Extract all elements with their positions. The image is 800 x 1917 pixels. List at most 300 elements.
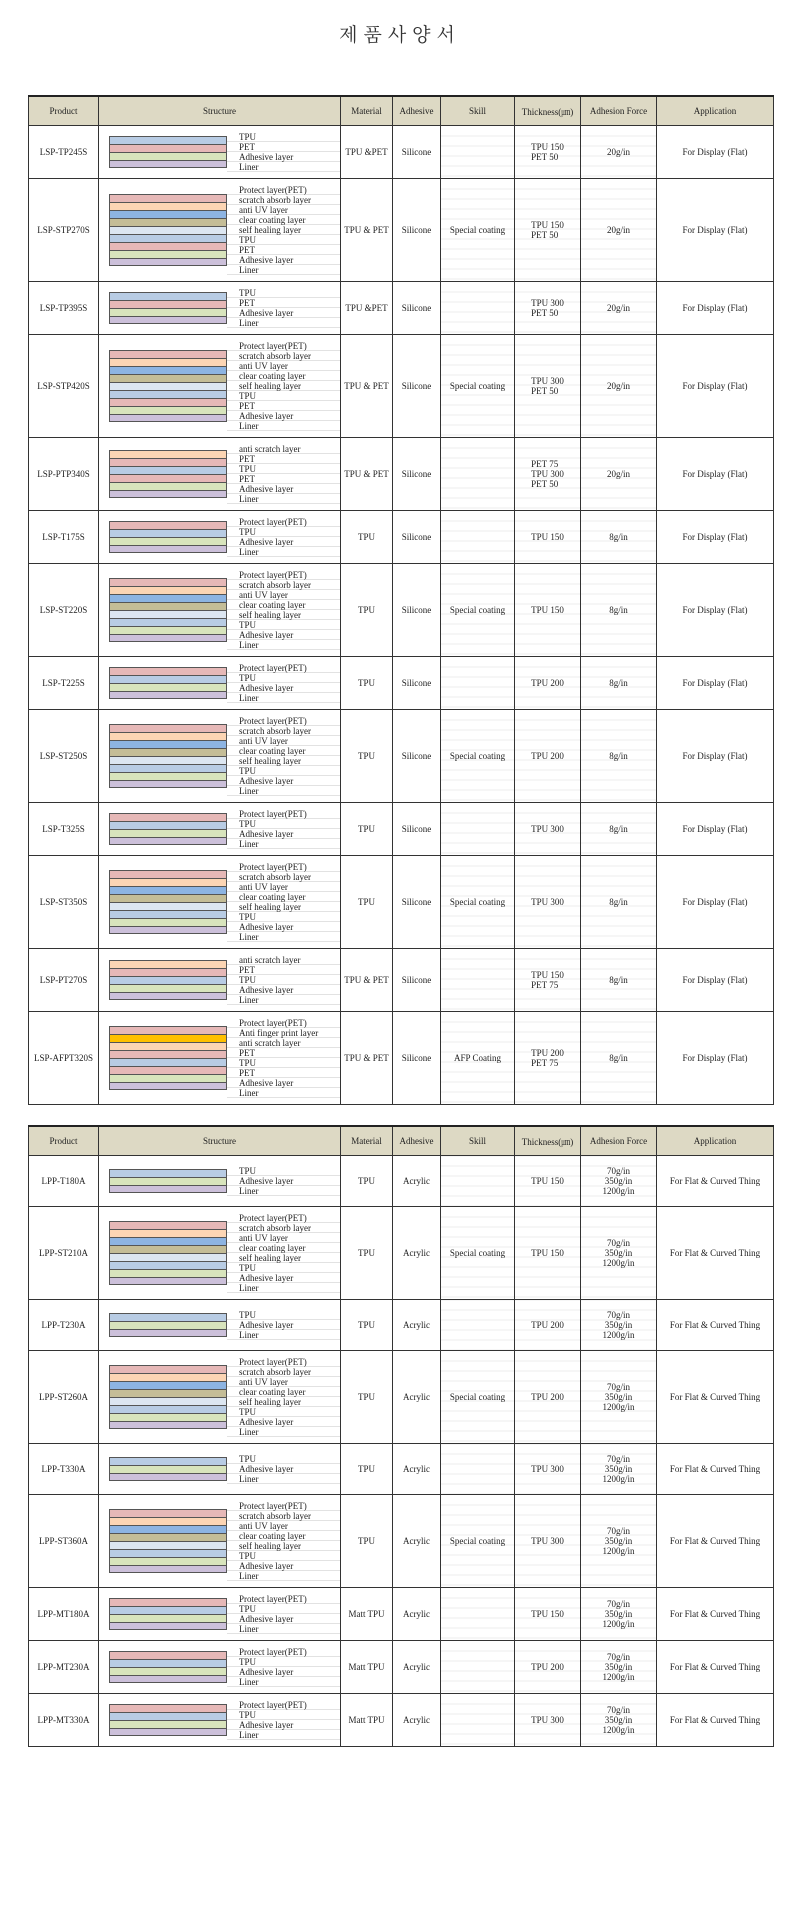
table-row [29, 438, 774, 511]
structure-cell [99, 1300, 341, 1351]
thickness-value: TPU 150 [531, 220, 564, 230]
layer-bar [109, 1253, 227, 1261]
layer-label: Liner [239, 547, 259, 557]
layer-label: PET [239, 454, 256, 464]
layer-label: Protect layer(PET) [239, 570, 307, 580]
adhesion-cell [581, 282, 657, 335]
layer-labels [227, 862, 340, 942]
material-cell: TPU [341, 657, 393, 710]
layer-bar [109, 406, 227, 414]
adhesion-value: 1200g/in [602, 1402, 635, 1412]
layer-label: anti UV layer [239, 590, 288, 600]
adhesive-cell: Silicone [393, 564, 441, 657]
application-cell: For Flat & Curved Thing [657, 1641, 774, 1694]
table-row [29, 511, 774, 564]
layer-diagram [109, 1365, 227, 1429]
layer-diagram [109, 136, 227, 168]
layer-label: PET [239, 401, 256, 411]
adhesion-cell [581, 438, 657, 511]
adhesion-value: 350g/in [604, 1464, 633, 1474]
skill-cell [441, 1694, 515, 1747]
layer-diagram [109, 1704, 227, 1736]
layer-label: Liner [239, 1730, 259, 1740]
layer-bar [109, 234, 227, 242]
header-row [29, 96, 774, 126]
layer-label: Liner [239, 640, 259, 650]
adhesion-value: 350g/in [604, 1176, 633, 1186]
adhesive-cell: Silicone [393, 179, 441, 282]
layer-label: TPU [239, 1166, 257, 1176]
layer-label: Adhesive layer [239, 985, 294, 995]
skill-cell: Special coating [441, 710, 515, 803]
product-cell: LSP-T325S [29, 803, 99, 856]
layer-label: TPU [239, 1058, 257, 1068]
application-cell: For Flat & Curved Thing [657, 1495, 774, 1588]
layer-label: Liner [239, 1624, 259, 1634]
adhesion-cell [581, 335, 657, 438]
application-cell: For Display (Flat) [657, 438, 774, 511]
adhesive-cell: Acrylic [393, 1156, 441, 1207]
adhesion-value: 350g/in [604, 1715, 633, 1725]
thickness-values [531, 142, 564, 162]
adhesive-cell: Acrylic [393, 1444, 441, 1495]
layer-bar [109, 1389, 227, 1397]
skill-cell: Special coating [441, 179, 515, 282]
skill-cell [441, 803, 515, 856]
layer-bar [109, 1074, 227, 1082]
column-header: Adhesive [393, 1126, 441, 1156]
thickness-value: TPU 150 [531, 605, 564, 615]
application-cell: For Display (Flat) [657, 803, 774, 856]
layer-label: Anti finger print layer [239, 1028, 319, 1038]
thickness-cell [515, 1588, 581, 1641]
layer-bar [109, 870, 227, 878]
layer-bar [109, 458, 227, 466]
thickness-value: TPU 150 [531, 1176, 564, 1186]
skill-cell: Special coating [441, 1207, 515, 1300]
layer-bar [109, 398, 227, 406]
layer-stack [99, 803, 340, 855]
layer-label: self healing layer [239, 225, 301, 235]
layer-label: anti UV layer [239, 736, 288, 746]
adhesion-value: 70g/in [606, 1526, 630, 1536]
adhesion-value: 8g/in [609, 975, 628, 985]
thickness-cell [515, 710, 581, 803]
material-cell: TPU [341, 1156, 393, 1207]
layer-stack [99, 1300, 340, 1350]
adhesion-value: 8g/in [609, 751, 628, 761]
structure-cell [99, 949, 341, 1012]
application-cell: For Display (Flat) [657, 710, 774, 803]
layer-bar [109, 1373, 227, 1381]
column-header: Material [341, 1126, 393, 1156]
layer-bar [109, 1525, 227, 1533]
layer-label: Protect layer(PET) [239, 1357, 307, 1367]
product-cell: LPP-ST210A [29, 1207, 99, 1300]
product-cell: LSP-T175S [29, 511, 99, 564]
layer-diagram [109, 1313, 227, 1337]
material-cell: TPU [341, 803, 393, 856]
layer-bar [109, 1675, 227, 1683]
layer-bar [109, 1704, 227, 1712]
thickness-values [531, 824, 564, 834]
layer-bar [109, 1541, 227, 1549]
layer-bar [109, 683, 227, 691]
layer-stack [99, 511, 340, 563]
layer-stack [99, 1694, 340, 1746]
adhesion-value: 20g/in [606, 225, 630, 235]
layer-labels [227, 955, 340, 1005]
layer-label: PET [239, 245, 256, 255]
adhesion-value: 8g/in [609, 532, 628, 542]
layer-stack [99, 1156, 340, 1206]
application-cell: For Display (Flat) [657, 335, 774, 438]
thickness-values [531, 1609, 564, 1619]
layer-label: TPU [239, 1604, 257, 1614]
column-header: Product [29, 1126, 99, 1156]
adhesive-cell: Silicone [393, 856, 441, 949]
skill-cell [441, 438, 515, 511]
product-cell: LSP-STP270S [29, 179, 99, 282]
layer-bar [109, 350, 227, 358]
adhesion-value: 1200g/in [602, 1330, 635, 1340]
layer-bar [109, 1667, 227, 1675]
layer-bar [109, 1651, 227, 1659]
layer-bar [109, 1313, 227, 1321]
layer-stack [99, 657, 340, 709]
layer-diagram [109, 960, 227, 1000]
layer-label: anti UV layer [239, 1377, 288, 1387]
thickness-value: PET 50 [531, 230, 559, 240]
layer-label: TPU [239, 1454, 257, 1464]
layer-label: PET [239, 1048, 256, 1058]
product-cell: LPP-T230A [29, 1300, 99, 1351]
layer-stack [99, 1444, 340, 1494]
layer-label: Adhesive layer [239, 1614, 294, 1624]
layer-labels [227, 1647, 340, 1687]
adhesion-value: 70g/in [606, 1454, 630, 1464]
adhesion-cell [581, 856, 657, 949]
adhesion-value: 8g/in [609, 605, 628, 615]
structure-cell [99, 856, 341, 949]
column-header: Material [341, 96, 393, 126]
table-row [29, 657, 774, 710]
table-row [29, 1351, 774, 1444]
table-row [29, 1207, 774, 1300]
adhesive-cell: Acrylic [393, 1351, 441, 1444]
product-cell: LPP-T180A [29, 1156, 99, 1207]
layer-label: Liner [239, 318, 259, 328]
layer-label: Protect layer(PET) [239, 809, 307, 819]
layer-label: Liner [239, 786, 259, 796]
adhesion-value: 8g/in [609, 1053, 628, 1063]
layer-diagram [109, 1598, 227, 1630]
layer-bar [109, 1169, 227, 1177]
thickness-values [531, 1392, 564, 1402]
layer-label: Liner [239, 1571, 259, 1581]
material-cell: TPU [341, 1444, 393, 1495]
layer-bar [109, 292, 227, 300]
material-cell: TPU [341, 856, 393, 949]
adhesive-cell: Acrylic [393, 1495, 441, 1588]
layer-label: clear coating layer [239, 600, 306, 610]
thickness-value: TPU 300 [531, 1536, 564, 1546]
layer-label: Liner [239, 932, 259, 942]
adhesive-cell: Acrylic [393, 1694, 441, 1747]
layer-bar [109, 1177, 227, 1185]
adhesion-value: 1200g/in [602, 1725, 635, 1735]
layer-bar [109, 1549, 227, 1557]
layer-label: clear coating layer [239, 371, 306, 381]
product-cell: LSP-PT270S [29, 949, 99, 1012]
layer-bar [109, 1565, 227, 1573]
layer-bar [109, 821, 227, 829]
material-cell: TPU [341, 710, 393, 803]
thickness-values [531, 1715, 564, 1725]
adhesion-value: 70g/in [606, 1652, 630, 1662]
layer-bar [109, 382, 227, 390]
layer-label: Adhesive layer [239, 1667, 294, 1677]
adhesion-value: 350g/in [604, 1392, 633, 1402]
layer-label: Protect layer(PET) [239, 185, 307, 195]
layer-bar [109, 358, 227, 366]
layer-bar [109, 300, 227, 308]
adhesion-value: 20g/in [606, 303, 630, 313]
layer-bar [109, 1261, 227, 1269]
thickness-cell [515, 1300, 581, 1351]
layer-stack [99, 1351, 340, 1443]
layer-bar [109, 1533, 227, 1541]
application-cell: For Flat & Curved Thing [657, 1207, 774, 1300]
thickness-values [531, 1320, 564, 1330]
adhesion-value: 70g/in [606, 1310, 630, 1320]
layer-bar [109, 1034, 227, 1042]
product-cell: LSP-PTP340S [29, 438, 99, 511]
layer-bar [109, 602, 227, 610]
layer-bar [109, 1720, 227, 1728]
layer-label: Protect layer(PET) [239, 716, 307, 726]
layer-bar [109, 691, 227, 699]
adhesive-cell: Silicone [393, 282, 441, 335]
application-cell: For Display (Flat) [657, 126, 774, 179]
layer-label: Adhesive layer [239, 922, 294, 932]
thickness-value: PET 75 [531, 459, 559, 469]
layer-bar [109, 1421, 227, 1429]
layer-bar [109, 1381, 227, 1389]
table-row [29, 1012, 774, 1105]
layer-bar [109, 1622, 227, 1630]
layer-label: TPU [239, 975, 257, 985]
skill-cell [441, 1444, 515, 1495]
layer-label: self healing layer [239, 902, 301, 912]
layer-bar [109, 618, 227, 626]
layer-bar [109, 521, 227, 529]
layer-bar [109, 918, 227, 926]
layer-labels [227, 570, 340, 650]
adhesive-cell: Acrylic [393, 1207, 441, 1300]
material-cell: TPU [341, 564, 393, 657]
table-row [29, 856, 774, 949]
adhesion-value: 1200g/in [602, 1186, 635, 1196]
column-header: Structure [99, 96, 341, 126]
structure-cell [99, 1444, 341, 1495]
layer-bar [109, 1229, 227, 1237]
layer-label: Liner [239, 1474, 259, 1484]
layer-label: Protect layer(PET) [239, 1213, 307, 1223]
adhesion-cell [581, 1444, 657, 1495]
table-row [29, 1156, 774, 1207]
adhesion-cell [581, 1156, 657, 1207]
structure-cell [99, 1495, 341, 1588]
layer-label: Liner [239, 995, 259, 1005]
layer-stack [99, 710, 340, 802]
material-cell: TPU [341, 1300, 393, 1351]
layer-label: Liner [239, 1186, 259, 1196]
layer-label: TPU [239, 132, 257, 142]
adhesion-cell [581, 803, 657, 856]
layer-diagram [109, 194, 227, 266]
application-cell: For Display (Flat) [657, 179, 774, 282]
product-cell: LSP-TP395S [29, 282, 99, 335]
material-cell: TPU [341, 1495, 393, 1588]
product-cell: LPP-MT230A [29, 1641, 99, 1694]
thickness-cell [515, 1694, 581, 1747]
layer-label: anti scratch layer [239, 955, 301, 965]
layer-label: TPU [239, 766, 257, 776]
application-cell: For Display (Flat) [657, 657, 774, 710]
thickness-cell [515, 1495, 581, 1588]
layer-label: Liner [239, 1283, 259, 1293]
layer-bar [109, 992, 227, 1000]
thickness-value: TPU 200 [531, 678, 564, 688]
layer-label: Adhesive layer [239, 1176, 294, 1186]
layer-label: TPU [239, 1551, 257, 1561]
layer-bar [109, 250, 227, 258]
layer-label: Adhesive layer [239, 255, 294, 265]
column-header: Skill [441, 1126, 515, 1156]
layer-label: clear coating layer [239, 1387, 306, 1397]
layer-label: Liner [239, 1330, 259, 1340]
column-header: Adhesion Force [581, 1126, 657, 1156]
adhesion-value: 8g/in [609, 897, 628, 907]
adhesion-cell [581, 564, 657, 657]
layer-bar [109, 1329, 227, 1337]
layer-bar [109, 1245, 227, 1253]
layer-label: scratch absorb layer [239, 351, 311, 361]
layer-bar [109, 984, 227, 992]
thickness-cell [515, 949, 581, 1012]
layer-label: PET [239, 142, 256, 152]
layer-label: Adhesive layer [239, 829, 294, 839]
thickness-value: TPU 150 [531, 1609, 564, 1619]
adhesion-value: 1200g/in [602, 1546, 635, 1556]
layer-bar [109, 829, 227, 837]
thickness-cell [515, 1012, 581, 1105]
thickness-cell [515, 803, 581, 856]
layer-bar [109, 910, 227, 918]
layer-bar [109, 450, 227, 458]
layer-label: Adhesive layer [239, 1720, 294, 1730]
layer-label: TPU [239, 391, 257, 401]
layer-bar [109, 926, 227, 934]
layer-bar [109, 968, 227, 976]
layer-bar [109, 1042, 227, 1050]
layer-labels [227, 1594, 340, 1634]
layer-bar [109, 537, 227, 545]
layer-bar [109, 210, 227, 218]
thickness-cell [515, 335, 581, 438]
structure-cell [99, 179, 341, 282]
thickness-value: TPU 300 [531, 897, 564, 907]
adhesion-value: 1200g/in [602, 1672, 635, 1682]
structure-cell [99, 511, 341, 564]
layer-diagram [109, 521, 227, 553]
column-header: Application [657, 96, 774, 126]
layer-label: TPU [239, 288, 257, 298]
layer-label: anti scratch layer [239, 444, 301, 454]
layer-labels [227, 1166, 340, 1196]
layer-label: self healing layer [239, 610, 301, 620]
layer-labels [227, 132, 340, 172]
layer-bar [109, 902, 227, 910]
layer-diagram [109, 724, 227, 788]
layer-bar [109, 1728, 227, 1736]
layer-label: TPU [239, 912, 257, 922]
table-row [29, 1588, 774, 1641]
material-cell: TPU [341, 1351, 393, 1444]
product-cell: LSP-ST350S [29, 856, 99, 949]
layer-diagram [109, 667, 227, 699]
layer-bar [109, 578, 227, 586]
layer-label: Liner [239, 162, 259, 172]
adhesion-value: 20g/in [606, 147, 630, 157]
thickness-cell [515, 438, 581, 511]
layer-labels [227, 1310, 340, 1340]
thickness-cell [515, 1641, 581, 1694]
table-row [29, 179, 774, 282]
column-header: Adhesive [393, 96, 441, 126]
skill-cell: Special coating [441, 564, 515, 657]
adhesive-cell: Acrylic [393, 1300, 441, 1351]
layer-label: Protect layer(PET) [239, 1501, 307, 1511]
layer-bar [109, 764, 227, 772]
layer-label: clear coating layer [239, 1243, 306, 1253]
layer-label: Adhesive layer [239, 1078, 294, 1088]
layer-bar [109, 308, 227, 316]
thickness-value: PET 50 [531, 152, 559, 162]
table-row [29, 710, 774, 803]
thickness-values [531, 298, 564, 318]
thickness-value: TPU 300 [531, 469, 564, 479]
layer-diagram [109, 1169, 227, 1193]
thickness-value: TPU 150 [531, 142, 564, 152]
adhesion-cell [581, 1641, 657, 1694]
table-row [29, 803, 774, 856]
layer-bar [109, 748, 227, 756]
thickness-value: TPU 200 [531, 1392, 564, 1402]
layer-diagram [109, 813, 227, 845]
thickness-values [531, 1176, 564, 1186]
layer-bar [109, 1509, 227, 1517]
material-cell: Matt TPU [341, 1641, 393, 1694]
layer-bar [109, 482, 227, 490]
thickness-cell [515, 856, 581, 949]
layer-stack [99, 1207, 340, 1299]
layer-bar [109, 1465, 227, 1473]
layer-bar [109, 780, 227, 788]
product-cell: LSP-ST250S [29, 710, 99, 803]
column-header: Thickness(㎛) [515, 96, 581, 126]
